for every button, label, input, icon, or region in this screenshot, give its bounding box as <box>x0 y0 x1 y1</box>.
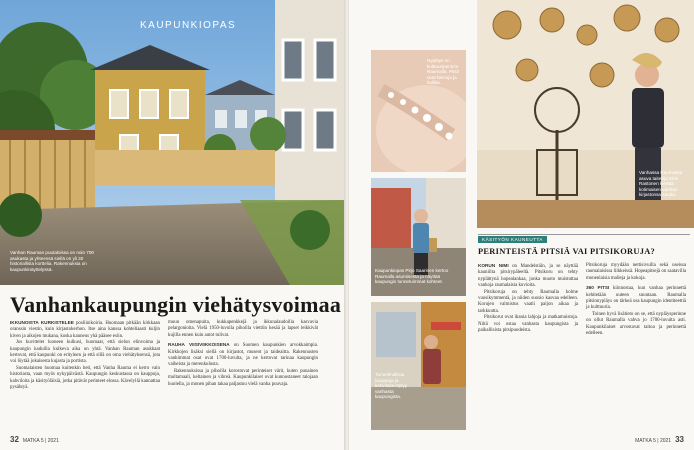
paragraph: RAUHA VIISIVIIKKOISENA on Suomen kaupunkien arvokkaimpia. Kirkkojen lisäksi siellä on kirjastot, museot ja taideaitta. Rakennusten vanhimmat osat ovat 1700-luvulta, ja ne kertovat tarinaa kaupungin vaiheista ja merenkulusta. <box>168 342 319 368</box>
sidebar-column-2 <box>586 263 686 337</box>
paragraph: muun omenapuita, kukkapenkkejä ja ikkunalaudoilla kasvavia pelargonioita. Vielä 1950-luvulla pihoilla viettiin kesää ja lapset leikkivät kujilla ennen kuin autot tulivat. <box>168 320 318 338</box>
shop-photo <box>371 302 466 430</box>
article-headline: Vanhankaupungin viehätysvoimaa <box>10 292 342 317</box>
paragraph: Pitsikorut ovat ihania lahjoja ja matkamuistoja. Niitä voi ostaa vanhasta kaupungista ja paikallisista pitsipuodeista. <box>478 315 578 334</box>
article-column-1 <box>10 320 160 391</box>
right-page <box>349 0 694 450</box>
paragraph: Pitsikoruja myydään nettisivuilla sekä useissa raumalaisissa liikkeissä. Hopeapitsejä on saatavilla monenlaisia malleja ja kokoja. <box>586 263 686 281</box>
page-number: 33 <box>675 435 684 444</box>
article-column-2 <box>168 320 318 388</box>
sidebar-column-1 <box>478 263 578 334</box>
paragraph: IKKUNOISTA KURKISTELEE posliinikoiria. Huomaan pitkään kirkkaan oranssin viestin, kuin kirjastokerhon. Itse aina kanssa kohteliaasti kuljin kiven ja aikojen mukana, koska kauneus yhä pääsee esiin. <box>10 320 160 339</box>
guide-caption: Kaupunkiopas Pirjo Saarinen kertoo Raumalla asumisesta ja näyttää kaupungin tunnetuimmat kohteet. <box>375 268 449 285</box>
page-number: 32 <box>10 435 19 444</box>
paragraph: Rakennuksissa ja pihoilla korostuvat perinteiset värit, kuten punainen multamaali, keltainen ja vihreä. Kaupunkilaiset ovat kunnostaneet talojaan huolella, ja monen pihan takaa paljastuu vielä vanha puuvaja. <box>168 368 318 387</box>
page-folio <box>10 435 59 444</box>
street-photo <box>0 0 345 285</box>
section-tag: KÄSITYÖN KAUNEUTTA <box>478 236 547 243</box>
paragraph: Jos kuvittelet luoneen kulkusi, huomaat, että sielun elinvoima ja kaupungin kaduilla kulkeva aika on yhtä. Vanhan Rauman asukkaat kertovat, että kaupunki on erityinen ja että sillä on oma viehätyksensä, jota voi löytää jokaisesta kujasta ja portista. <box>10 340 160 365</box>
magazine-issue: MATKA 5 | 2021 <box>22 438 59 444</box>
sidebar-headline: PERINTEISTÄ PITSIÄ VAI PITSIKORUJA? <box>478 247 656 256</box>
paragraph: KORUN NIMI on Mandelstäin, ja se näyttää kauniilta pitsirypäleeltä. Pitsikoru on tehty nyplättynä hopealankaa, jonka muoto muistuttaa vanhoja raumalaisia kuvioita. <box>478 263 578 289</box>
page-folio <box>635 435 684 444</box>
interior-caption: Vanhassa Raumassa asuva taiteilija Kirsi Rastonen kiertää kotimaisen vanhan kirjastonsa kautta. <box>639 170 683 198</box>
street-photo-caption: Vanhan Rauman puutaloissa on noin 700 asukasta ja yhteensä siellä on yli 30 historiallista korttelia. Rakennuksia on kaupunkinäyttelyssä. <box>10 250 94 272</box>
magazine-issue: MATKA 5 | 2021 <box>635 438 672 444</box>
paragraph: 360 PITSI kiinnostaa, kun vanhaa perinnettä kehitetään uuteen suuntaan. Raumalla pitsinnypläys on tärkeä osa kaupungin identiteettiä ja kulttuuria. <box>586 285 686 311</box>
shop-caption: Tunnelmallisia kauppoja ja kahviloita löytyy vanhasta kaupungista. <box>375 372 408 400</box>
paragraph: Toinen hyvä lisätieto on se, että nypläysperinne on ollut Raumalla vahva jo 1700-luvulta asti. Kaupunkilaiset arvostavat taitoa ja perinnettä edelleen. <box>586 311 686 337</box>
paragraph: Suomalaisten huomaa kuitenkin heti, että Vanha Rauma ei kerro vain historiasta, vaan myös nykypäivästä. Kaupungin keskustassa on kauppoja, kahviloita ja käsityöläisiä, jotka pitävät perinteet elossa. Kävelyllä kannattaa pysähtyä. <box>10 365 160 391</box>
paragraph: Pitsikoruja on tehty Raumalla kolme vuosikymmentä, ja niiden suosio kasvaa edelleen. Korujen valmistus vaatii paljon aikaa ja tarkkuutta. <box>478 289 578 314</box>
left-page <box>0 0 345 450</box>
lace-caption: Nypläys on kulttuuriperinne Raumalla. Pitsit ovat hienoja ja kalliita. <box>427 58 459 86</box>
section-rule <box>478 234 690 235</box>
section-kicker: KAUPUNKIOPAS <box>140 20 237 31</box>
